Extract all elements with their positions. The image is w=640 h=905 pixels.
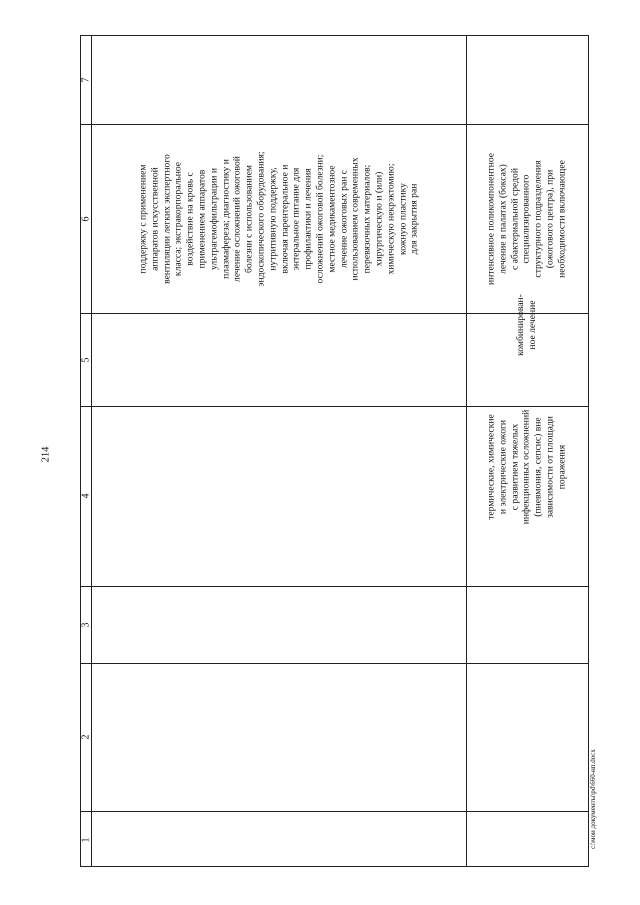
row2-col4-text: термические, химические и электрические ожоги с развитием тяжелых инфекционных осложнений (пневмония, сепсис) вне зависимости от площади поражения [485,409,568,525]
row1-col6-text: поддержку с применением аппаратов искусственной вентиляции легких экспертного класса; экстракорпоральное воздействие на кровь с применением аппаратов ультрагемофильтрации и плазмафереза; диагностику и лечение осложнений ожоговой болезни с использованием эндоскопического оборудования; нутритивную поддержку, включая парентеральное и энтеральное питание для профилактики и лечения осложнений ожоговой болезни; местное медикаментозное лечение ожоговых ран с использованием современных перевязочных материалов; хирургическую и (или) химическую некрэктомию; кожную пластику для закрытия ран [136,150,420,287]
row2-col6-cell [466,124,588,313]
column-header-7: 7 [80,77,92,83]
row1-col6-cell [91,124,466,313]
table-rule [81,586,588,587]
row2-col4-cell [466,406,588,586]
page-number: 214 [40,446,52,462]
row2-col6-text: интенсивное поликомпонентное лечение в палатах (боксах) с абактериальной средой специализированного структурного подразделения (ожогового центра), при необходимости включающее [485,152,568,285]
column-header-3: 3 [80,622,92,627]
table [80,35,589,867]
column-header-2: 2 [80,734,92,740]
table-rule [81,663,588,664]
column-header-1: 1 [80,837,92,842]
footer-file-path: c:\мои документы\pd\660-нп.docx [589,749,597,849]
row2-col5-text: комбинирован- ное лечение [515,294,538,356]
row2-col5-cell [466,294,588,406]
column-header-4: 4 [80,493,92,499]
table-rule [81,811,588,812]
column-header-5: 5 [80,357,92,362]
column-header-6: 6 [80,216,92,221]
